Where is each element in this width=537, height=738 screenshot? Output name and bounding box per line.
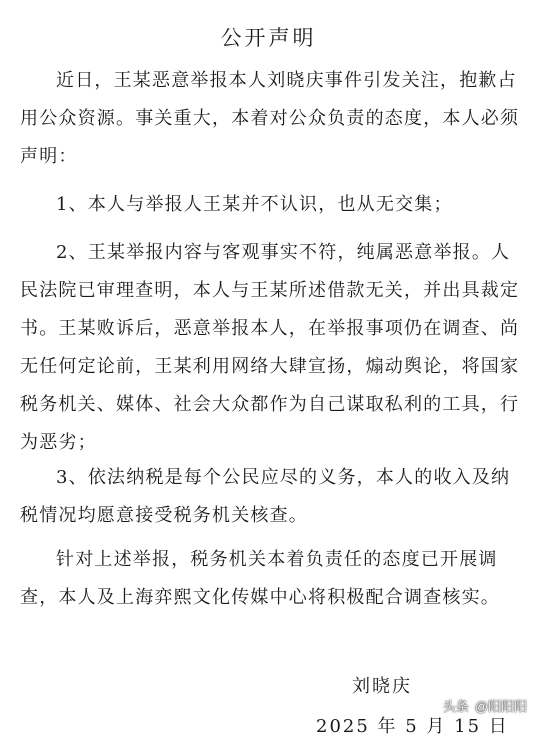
paragraph-closing: 针对上述举报，税务机关本着负责任的态度已开展调查，本人及上海弈熙文化传媒中心将积极配合调查核实。: [20, 549, 500, 608]
document-title: 公开声明: [220, 26, 317, 50]
paragraph-point-1: 1、本人与举报人王某并不认识，也从无交集；: [56, 194, 453, 215]
watermark-author: @阳阳阳: [474, 699, 527, 714]
signature-date: 2025 年 5 月 15 日: [316, 716, 509, 737]
watermark-platform: 头条: [442, 699, 469, 714]
watermark: [443, 696, 527, 715]
paragraph-point-3: 3、依法纳税是每个公民应尽的义务，本人的收入及纳税情况均愿意接受税务机关核查。: [20, 467, 511, 526]
paragraph-point-2: 2、王某举报内容与客观事实不符，纯属恶意举报。人民法院已审理查明，本人与王某所述借款无关，并出具裁定书。王某败诉后，恶意举报本人，在举报事项仍在调查、尚无任何定论前，王某利用网络大肆宣扬，煽动舆论，将国家税务机关、媒体、社会大众都作为自己谋取私利的工具，行为恶劣；: [20, 242, 520, 453]
paragraph-intro: 近日，王某恶意举报本人刘晓庆事件引发关注，抱歉占用公众资源。事关重大，本着对公众负责的态度，本人必须声明：: [20, 70, 520, 167]
signature-name: 刘晓庆: [352, 676, 412, 697]
